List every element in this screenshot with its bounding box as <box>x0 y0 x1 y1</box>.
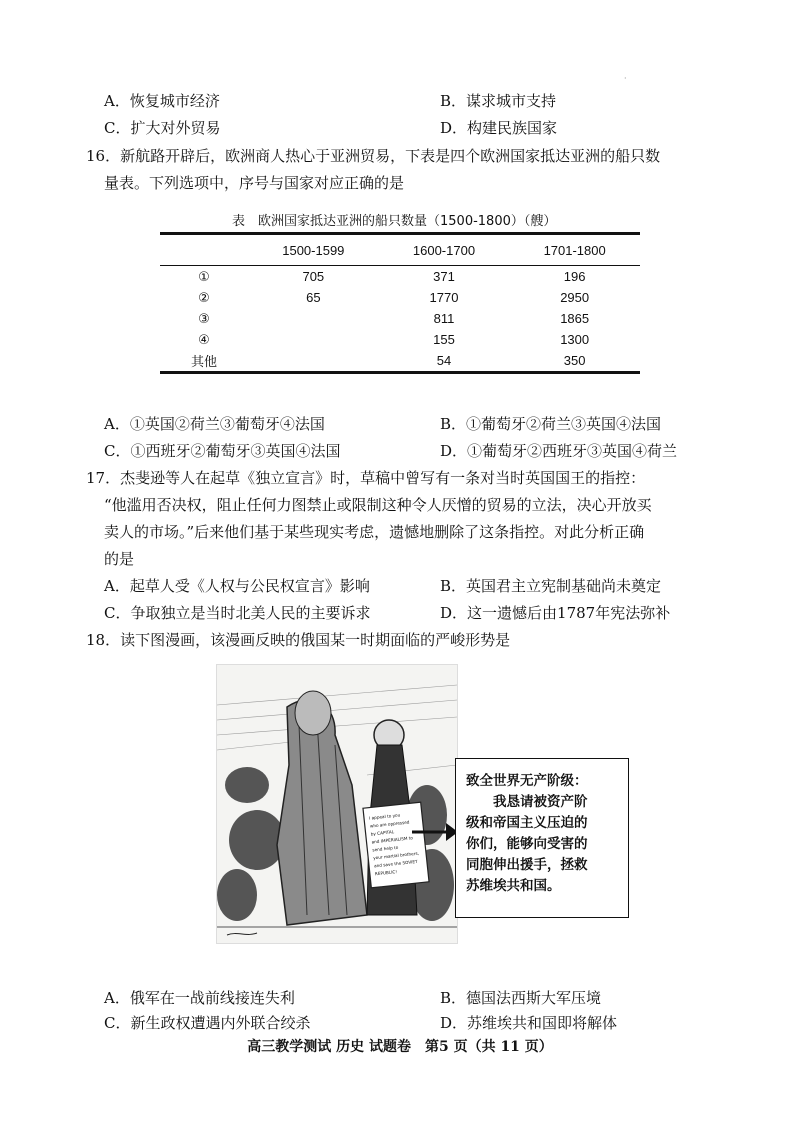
q16-table-title: 表 欧洲国家抵达亚洲的船只数量（1500-1800）（艘） <box>232 214 557 229</box>
q16-stem-line1: 16．新航路开辟后，欧洲商人热心于亚洲贸易，下表是四个欧洲国家抵达亚洲的船只数 <box>86 147 661 165</box>
q16-stem-line2: 量表。下列选项中，序号与国家对应正确的是 <box>104 174 405 192</box>
table-cell: 1865 <box>560 311 590 326</box>
q17-option-c: C．争取独立是当时北美人民的主要诉求 <box>104 604 371 622</box>
table-row <box>160 266 640 288</box>
q17-option-a: A．起草人受《人权与公民权宣言》影响 <box>104 577 370 595</box>
q17-stem-line4: 的是 <box>104 550 135 568</box>
table-row <box>160 287 640 308</box>
table-cell <box>248 329 379 350</box>
table-cell: ① <box>198 268 210 284</box>
table-cell: 1770 <box>429 290 459 305</box>
cartoon-sign-line: and IMPERIALISM to <box>371 835 414 845</box>
cartoon-sign-line: by CAPITAL <box>370 829 395 837</box>
q17-stem-line3: 卖人的市场。”后来他们基于某些现实考虑，遗憾地删除了这条指控。对此分析正确 <box>104 523 645 541</box>
table-row <box>160 350 640 373</box>
table-cell: 350 <box>563 353 586 368</box>
table-cell: ③ <box>198 310 210 326</box>
table-header-cell: 1600-1700 <box>412 242 476 258</box>
table-cell <box>248 350 379 373</box>
callout-line: 级和帝国主义压迫的 <box>466 815 588 831</box>
q17-option-d: D．这一遗憾后由1787年宪法弥补 <box>440 604 671 622</box>
table-header-cell: 1500-1599 <box>282 242 345 258</box>
table-cell: 1300 <box>560 332 590 347</box>
cartoon-drawing <box>217 665 457 943</box>
q17-option-b: B．英国君主立宪制基础尚未奠定 <box>440 577 662 595</box>
callout-line: 你们，能够向受害的 <box>466 836 588 852</box>
q18-option-a: A．俄军在一战前线接连失利 <box>104 989 295 1007</box>
table-cell: 2950 <box>560 290 590 305</box>
q18-stem: 18．读下图漫画，该漫画反映的俄国某一时期面临的严峻形势是 <box>86 631 511 649</box>
table-cell: 811 <box>433 311 455 326</box>
table-cell: 705 <box>302 269 325 284</box>
table-cell <box>248 308 379 329</box>
callout-line: 同胞伸出援手，拯救 <box>466 857 588 873</box>
table-row <box>160 329 640 350</box>
page-speck: · <box>624 74 627 83</box>
page-footer: 高三教学测试 历史 试题卷 第5 页（共 11 页） <box>247 1039 553 1055</box>
callout-line: 致全世界无产阶级： <box>466 773 588 789</box>
table-cell: 54 <box>436 353 452 368</box>
q15-option-b: B．谋求城市支持 <box>440 92 557 110</box>
ships-table <box>160 232 640 374</box>
table-row <box>160 308 640 329</box>
cartoon-illustration <box>216 664 458 944</box>
table-cell: 其他 <box>190 354 217 369</box>
q16-option-a: A．①英国②荷兰③葡萄牙④法国 <box>104 415 325 433</box>
table-header-cell <box>160 234 248 266</box>
q15-option-c: C．扩大对外贸易 <box>104 119 221 137</box>
table-cell: ④ <box>198 331 210 347</box>
q16-option-c: C．①西班牙②葡萄牙③英国④法国 <box>104 442 341 460</box>
cartoon-sign-line: your martial brothers, <box>372 850 420 861</box>
table-header-row <box>160 234 640 266</box>
q18-option-c: C．新生政权遭遇内外联合绞杀 <box>104 1014 311 1032</box>
arrow-right-icon <box>410 820 460 844</box>
cartoon-sign-line: REPUBLIC! <box>374 869 398 877</box>
q16-option-b: B．①葡萄牙②荷兰③英国④法国 <box>440 415 662 433</box>
callout-line: 苏维埃共和国。 <box>466 878 561 894</box>
q17-stem-line2: “他滥用否决权，阻止任何力图禁止或限制这种令人厌憎的贸易的立法，决心开放买 <box>104 496 652 514</box>
cartoon-sign-line: I appeal to you <box>368 812 401 821</box>
table-cell: 371 <box>433 269 455 284</box>
cartoon-sign-line: send help to <box>372 844 399 853</box>
table-header-cell: 1701-1800 <box>543 242 606 258</box>
q15-option-d: D．构建民族国家 <box>440 119 558 137</box>
cartoon-sign-line: and save the SOVIET <box>373 858 418 869</box>
q18-option-b: B．德国法西斯大军压境 <box>440 989 602 1007</box>
q17-stem-line1: 17．杰斐逊等人在起草《独立宣言》时，草稿中曾写有一条对当时英国国王的指控： <box>86 469 646 487</box>
cartoon-callout-box <box>455 758 629 918</box>
table-cell: 65 <box>306 290 321 305</box>
callout-line: 我恳请被资产阶 <box>466 794 588 810</box>
table-cell: ② <box>198 289 210 305</box>
table-cell: 155 <box>433 332 455 347</box>
table-cell: 196 <box>563 269 586 284</box>
q18-option-d: D．苏维埃共和国即将解体 <box>440 1014 618 1032</box>
q16-option-d: D．①葡萄牙②西班牙③英国④荷兰 <box>440 442 678 460</box>
q15-option-a: A．恢复城市经济 <box>104 92 220 110</box>
cartoon-sign-line: who are oppressed <box>369 819 410 829</box>
